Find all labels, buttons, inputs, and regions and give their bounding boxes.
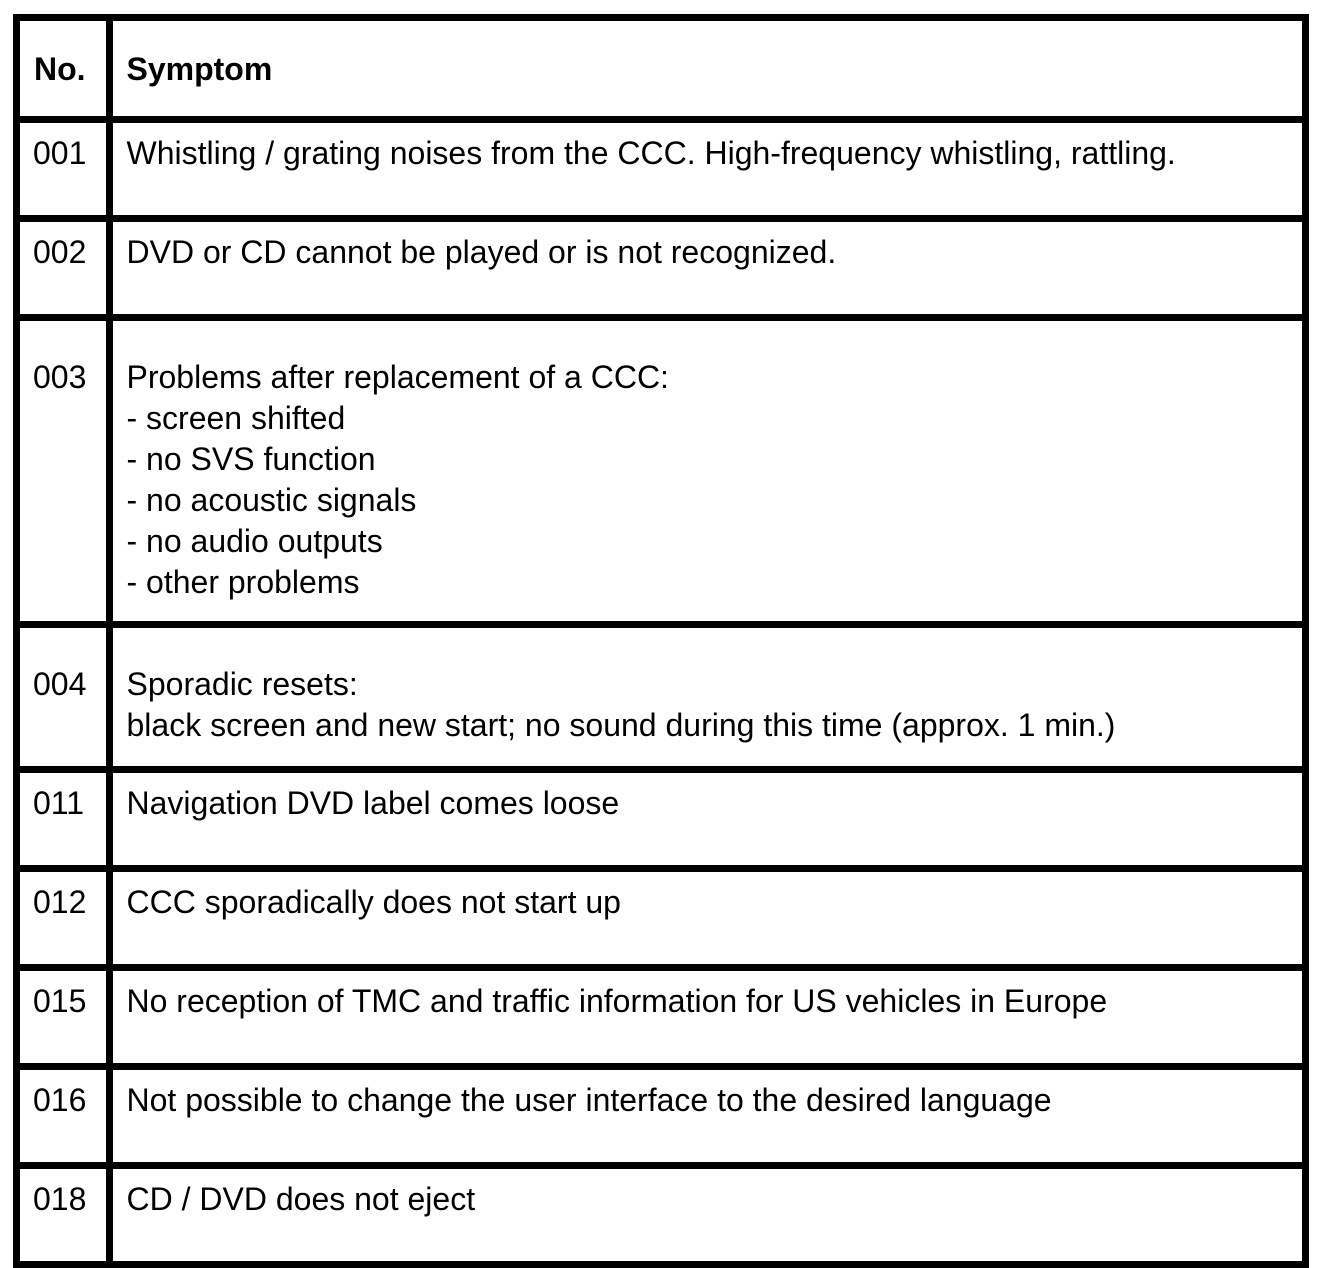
symptom-line: No reception of TMC and traffic information for US vehicles in Europe (126, 983, 1108, 1019)
row-symptom (109, 120, 1302, 219)
row-number: 018 (20, 1166, 109, 1262)
header-no: No. (20, 21, 109, 120)
row-number: 012 (20, 869, 109, 968)
row-symptom (109, 770, 1302, 869)
symptom-line: Sporadic resets: (126, 666, 358, 702)
row-symptom (109, 318, 1302, 625)
row-symptom (109, 968, 1302, 1067)
header-symptom: Symptom (109, 21, 1302, 120)
symptom-line: - other problems (126, 564, 360, 600)
table-row (20, 219, 1302, 318)
row-number: 002 (20, 219, 109, 318)
symptom-line: - no acoustic signals (126, 482, 417, 518)
table-row (20, 1067, 1302, 1166)
symptom-table-frame (13, 14, 1309, 1268)
row-number: 004 (20, 625, 109, 770)
row-number: 015 (20, 968, 109, 1067)
symptom-line: CD / DVD does not eject (126, 1181, 476, 1217)
symptom-line: CCC sporadically does not start up (126, 884, 621, 920)
row-symptom (109, 869, 1302, 968)
row-number: 001 (20, 120, 109, 219)
table-row (20, 318, 1302, 625)
symptom-line: Navigation DVD label comes loose (126, 785, 620, 821)
table-row (20, 968, 1302, 1067)
symptom-line: Whistling / grating noises from the CCC. High-frequency whistling, rattling. (126, 135, 1176, 171)
table-row (20, 1166, 1302, 1262)
row-number: 011 (20, 770, 109, 869)
symptom-line: Problems after replacement of a CCC: (126, 359, 669, 395)
symptom-line: - screen shifted (126, 400, 346, 436)
row-symptom (109, 625, 1302, 770)
table-row (20, 120, 1302, 219)
row-symptom (109, 1166, 1302, 1262)
symptom-line: Not possible to change the user interface to the desired language (126, 1082, 1052, 1118)
table-row (20, 625, 1302, 770)
table-row (20, 770, 1302, 869)
table-row (20, 869, 1302, 968)
row-symptom (109, 1067, 1302, 1166)
table-header-row (20, 21, 1302, 120)
symptom-line: black screen and new start; no sound during this time (approx. 1 min.) (126, 707, 1116, 743)
row-number: 003 (20, 318, 109, 625)
row-number: 016 (20, 1067, 109, 1166)
row-symptom (109, 219, 1302, 318)
symptom-table (20, 21, 1302, 1261)
symptom-line: - no SVS function (126, 441, 376, 477)
symptom-line: DVD or CD cannot be played or is not recognized. (126, 234, 837, 270)
symptom-line: - no audio outputs (126, 523, 383, 559)
